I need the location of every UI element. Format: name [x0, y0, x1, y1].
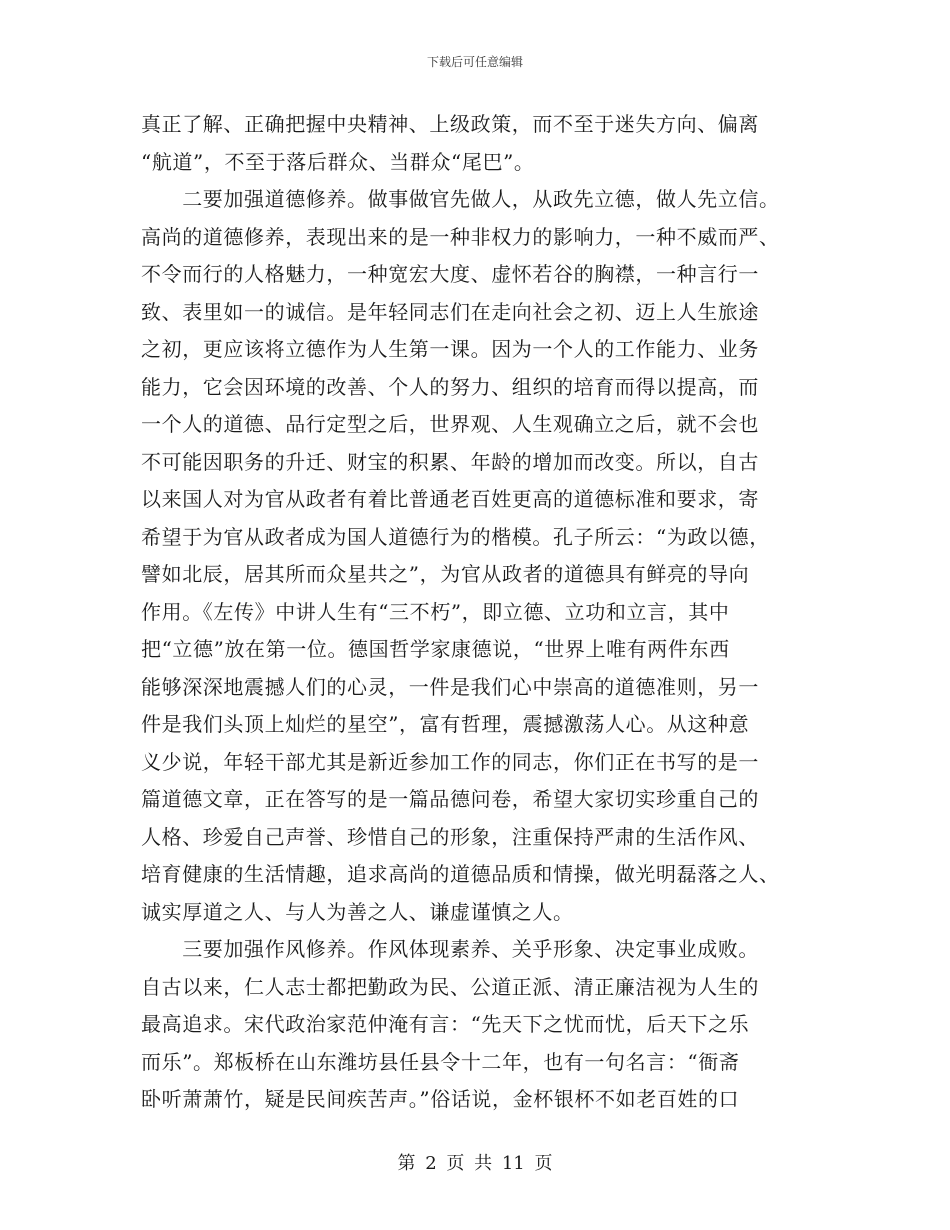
text-line: 诚实厚道之人、与人为善之人、谦虚谨慎之人。: [141, 899, 574, 924]
text-line: “航道”，不至于落后群众、当群众“尾巴”。: [141, 149, 535, 174]
text-line: 二要加强道德修养。做事做官先做人，从政先立德，做人先立信。: [141, 187, 780, 211]
text-line: 件是我们头顶上灿烂的星空”，富有哲理，震撼激荡人心。从这种意: [141, 712, 750, 736]
text-line: 真正了解、正确把握中央精神、上级政策，而不至于迷失方向、偏离: [141, 112, 759, 136]
text-line: 篇道德文章，正在答写的是一篇品德问卷，希望大家切实珍重自己的: [141, 787, 759, 811]
text-line: 以来国人对为官从政者有着比普通老百姓更高的道德标准和要求，寄: [141, 487, 759, 511]
text-line: 人格、珍爱自己声誉、珍惜自己的形象，注重保持严肃的生活作风、: [141, 824, 759, 849]
text-line: 不令而行的人格魅力，一种宽宏大度、虚怀若谷的胸襟，一种言行一: [141, 262, 759, 286]
text-line: 譬如北辰，居其所而众星共之”，为官从政者的道德具有鲜亮的导向: [141, 562, 750, 586]
text-line: 三要加强作风修养。作风体现素养、关乎形象、决定事业成败。: [141, 937, 759, 961]
text-line: 培育健康的生活情趣，追求高尚的道德品质和情操，做光明磊落之人、: [141, 862, 780, 886]
text-line: 而乐”。郑板桥在山东潍坊县任县令十二年，也有一句名言：“衙斋: [141, 1049, 740, 1074]
text-line: 卧听萧萧竹，疑是民间疾苦声。”俗话说，金杯银杯不如老百姓的口: [141, 1087, 740, 1111]
text-line: 作用。《左传》中讲人生有“三不朽”，即立德、立功和立言，其中: [141, 599, 730, 624]
text-line: 之初，更应该将立德作为人生第一课。因为一个人的工作能力、业务: [141, 337, 759, 361]
text-line: 致、表里如一的诚信。是年轻同志们在走向社会之初、迈上人生旅途: [141, 299, 759, 324]
body-text: [141, 106, 821, 1119]
text-line: 能力，它会因环境的改善、个人的努力、组织的培育而得以提高，而: [141, 374, 759, 399]
text-line: 一个人的道德、品行定型之后，世界观、人生观确立之后，就不会也: [141, 412, 759, 436]
text-line: 义少说，年轻干部尤其是新近参加工作的同志，你们正在书写的是一: [141, 749, 759, 774]
text-line: 高尚的道德修养，表现出来的是一种非权力的影响力，一种不威而严、: [141, 224, 780, 249]
text-line: 不可能因职务的升迁、财宝的积累、年龄的增加而改变。所以，自古: [141, 449, 759, 474]
text-line: 把“立德”放在第一位。德国哲学家康德说，“世界上唯有两件东西: [141, 637, 730, 661]
text-line: 希望于为官从政者成为国人道德行为的楷模。孔子所云：“为政以德，: [141, 524, 770, 549]
text-line: 能够深深地震撼人们的心灵，一件是我们心中崇高的道德准则，另一: [141, 674, 759, 699]
page-footer: 第 2 页 共 11 页: [397, 1153, 553, 1174]
page-header: 下载后可任意编辑: [426, 55, 523, 69]
text-line: 最高追求。宋代政治家范仲淹有言：“先天下之忧而忧，后天下之乐: [141, 1012, 750, 1036]
text-line: 自古以来，仁人志士都把勤政为民、公道正派、清正廉洁视为人生的: [141, 974, 759, 999]
